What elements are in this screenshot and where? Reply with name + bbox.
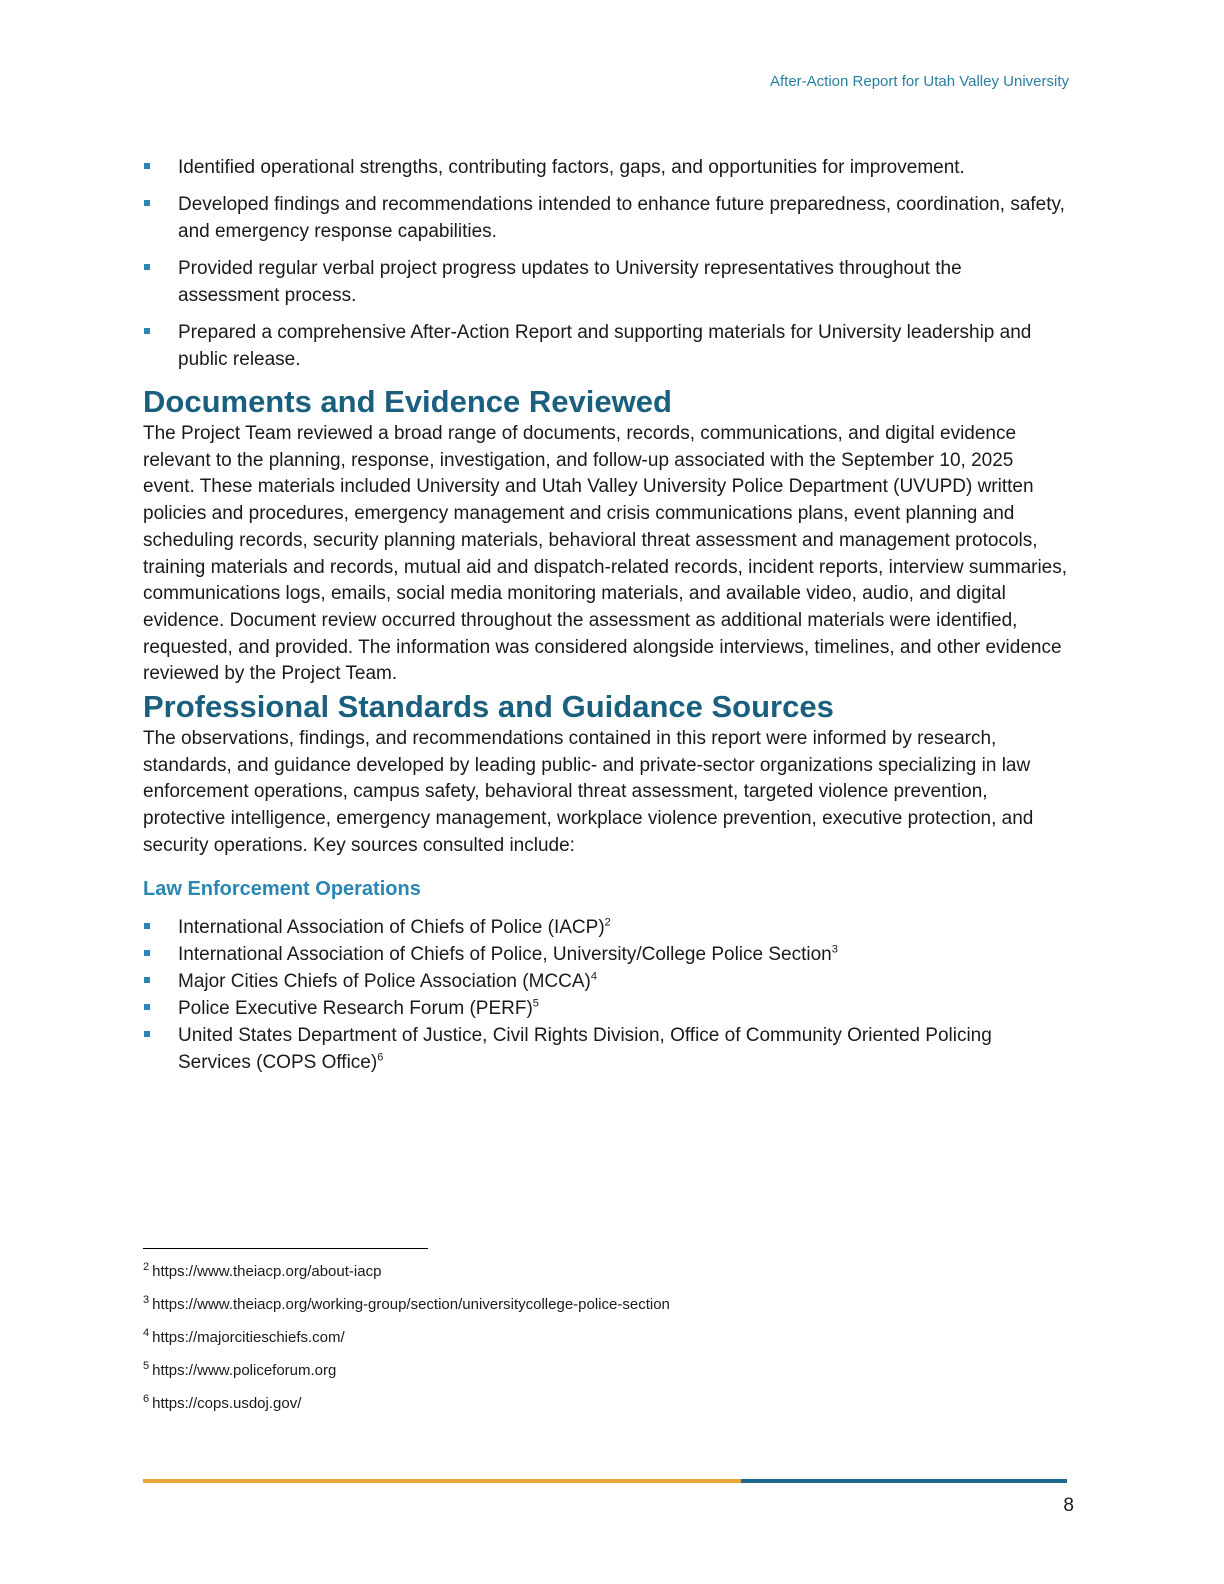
footnote-separator: [143, 1248, 428, 1249]
list-item: [143, 154, 1068, 181]
list-item: [143, 968, 1068, 995]
list-item: [143, 995, 1068, 1022]
list-item: [143, 914, 1068, 941]
footnote: [143, 1295, 1043, 1328]
footnote-ref[interactable]: 6: [377, 1051, 384, 1064]
footnote-ref[interactable]: 3: [831, 943, 838, 956]
footnote-ref[interactable]: 5: [532, 997, 539, 1010]
footnote: [143, 1394, 1043, 1427]
square-bullet-icon: [144, 923, 150, 929]
footnote-link[interactable]: https://cops.usdoj.gov/: [152, 1395, 302, 1412]
square-bullet-icon: [144, 328, 150, 334]
documents-section-heading: Documents and Evidence Reviewed: [143, 384, 672, 419]
footnote-number: 2: [143, 1261, 150, 1273]
intro-bullet-list: [143, 154, 1068, 373]
standards-section-heading: Professional Standards and Guidance Sources: [143, 689, 834, 725]
sources-bullet-list: [143, 914, 1068, 1076]
footnotes: [143, 1262, 1043, 1427]
square-bullet-icon: [144, 950, 150, 956]
footnote-number: 4: [143, 1327, 150, 1339]
square-bullet-icon: [144, 977, 150, 983]
footnote: [143, 1262, 1043, 1295]
square-bullet-icon: [144, 200, 150, 206]
source-name: United States Department of Justice, Civil Rights Division, Office of Community Oriented Policing Services (COPS Office): [178, 1024, 992, 1073]
footnote-ref[interactable]: 4: [590, 970, 597, 983]
footer-bar-blue: [741, 1479, 1067, 1483]
page-number: 8: [1063, 1495, 1074, 1516]
footnote-ref[interactable]: 2: [604, 916, 611, 929]
footnote-number: 3: [143, 1294, 150, 1306]
footnote-number: 6: [143, 1393, 150, 1405]
page-content: [143, 154, 1068, 1076]
list-item-text: Provided regular verbal project progress updates to University representatives throughout the assessment process.: [178, 258, 962, 306]
footnote-link[interactable]: https://www.theiacp.org/working-group/section/universitycollege-police-section: [152, 1296, 670, 1313]
square-bullet-icon: [144, 1004, 150, 1010]
footnote: [143, 1361, 1043, 1394]
footer-bar-gold: [143, 1479, 741, 1483]
list-item: [143, 191, 1068, 245]
law-enforcement-subheading: Law Enforcement Operations: [143, 877, 421, 900]
footnote-link[interactable]: https://majorcitieschiefs.com/: [152, 1329, 345, 1346]
list-item: [143, 1022, 1068, 1076]
footnote-link[interactable]: https://www.theiacp.org/about-iacp: [152, 1263, 382, 1280]
documents-section-paragraph: The Project Team reviewed a broad range of documents, records, communications, and digital evidence relevant to the planning, response, investigation, and follow-up associated with the September 10, 2025 event. These materials included University and Utah Valley University Police Department (UVUPD) written policies and procedures, emergency management and crisis communications plans, event planning and scheduling records, security planning materials, behavioral threat assessment and management protocols, training materials and records, mutual aid and dispatch-related records, incident reports, interview summaries, communications logs, emails, social media monitoring materials, and available video, audio, and digital evidence. Document review occurred throughout the assessment as additional materials were identified, requested, and provided. The information was considered alongside interviews, timelines, and other evidence reviewed by the Project Team.: [143, 423, 1068, 685]
square-bullet-icon: [144, 1031, 150, 1037]
list-item: [143, 941, 1068, 968]
source-name: Major Cities Chiefs of Police Association (MCCA): [178, 970, 591, 992]
footnote-number: 5: [143, 1360, 150, 1372]
square-bullet-icon: [144, 163, 150, 169]
footnote: [143, 1328, 1043, 1361]
list-item: [143, 319, 1068, 373]
footnote-link[interactable]: https://www.policeforum.org: [152, 1362, 337, 1379]
running-header-title: After-Action Report for Utah Valley University: [770, 73, 1069, 90]
list-item-text: Developed findings and recommendations intended to enhance future preparedness, coordination, safety, and emergency response capabilities.: [178, 194, 1065, 242]
source-name: International Association of Chiefs of Police (IACP): [178, 916, 605, 938]
list-item: [143, 255, 1068, 309]
list-item-text: Prepared a comprehensive After-Action Report and supporting materials for University leadership and public release.: [178, 322, 1032, 370]
source-name: International Association of Chiefs of Police, University/College Police Section: [178, 943, 832, 965]
square-bullet-icon: [144, 264, 150, 270]
source-name: Police Executive Research Forum (PERF): [178, 997, 533, 1019]
list-item-text: Identified operational strengths, contributing factors, gaps, and opportunities for improvement.: [178, 157, 965, 178]
standards-section-paragraph: The observations, findings, and recommendations contained in this report were informed by research, standards, and guidance developed by leading public- and private-sector organizations specializing in law enforcement operations, campus safety, behavioral threat assessment, targeted violence prevention, protective intelligence, emergency management, workplace violence prevention, executive protection, and security operations. Key sources consulted include:: [143, 728, 1034, 856]
